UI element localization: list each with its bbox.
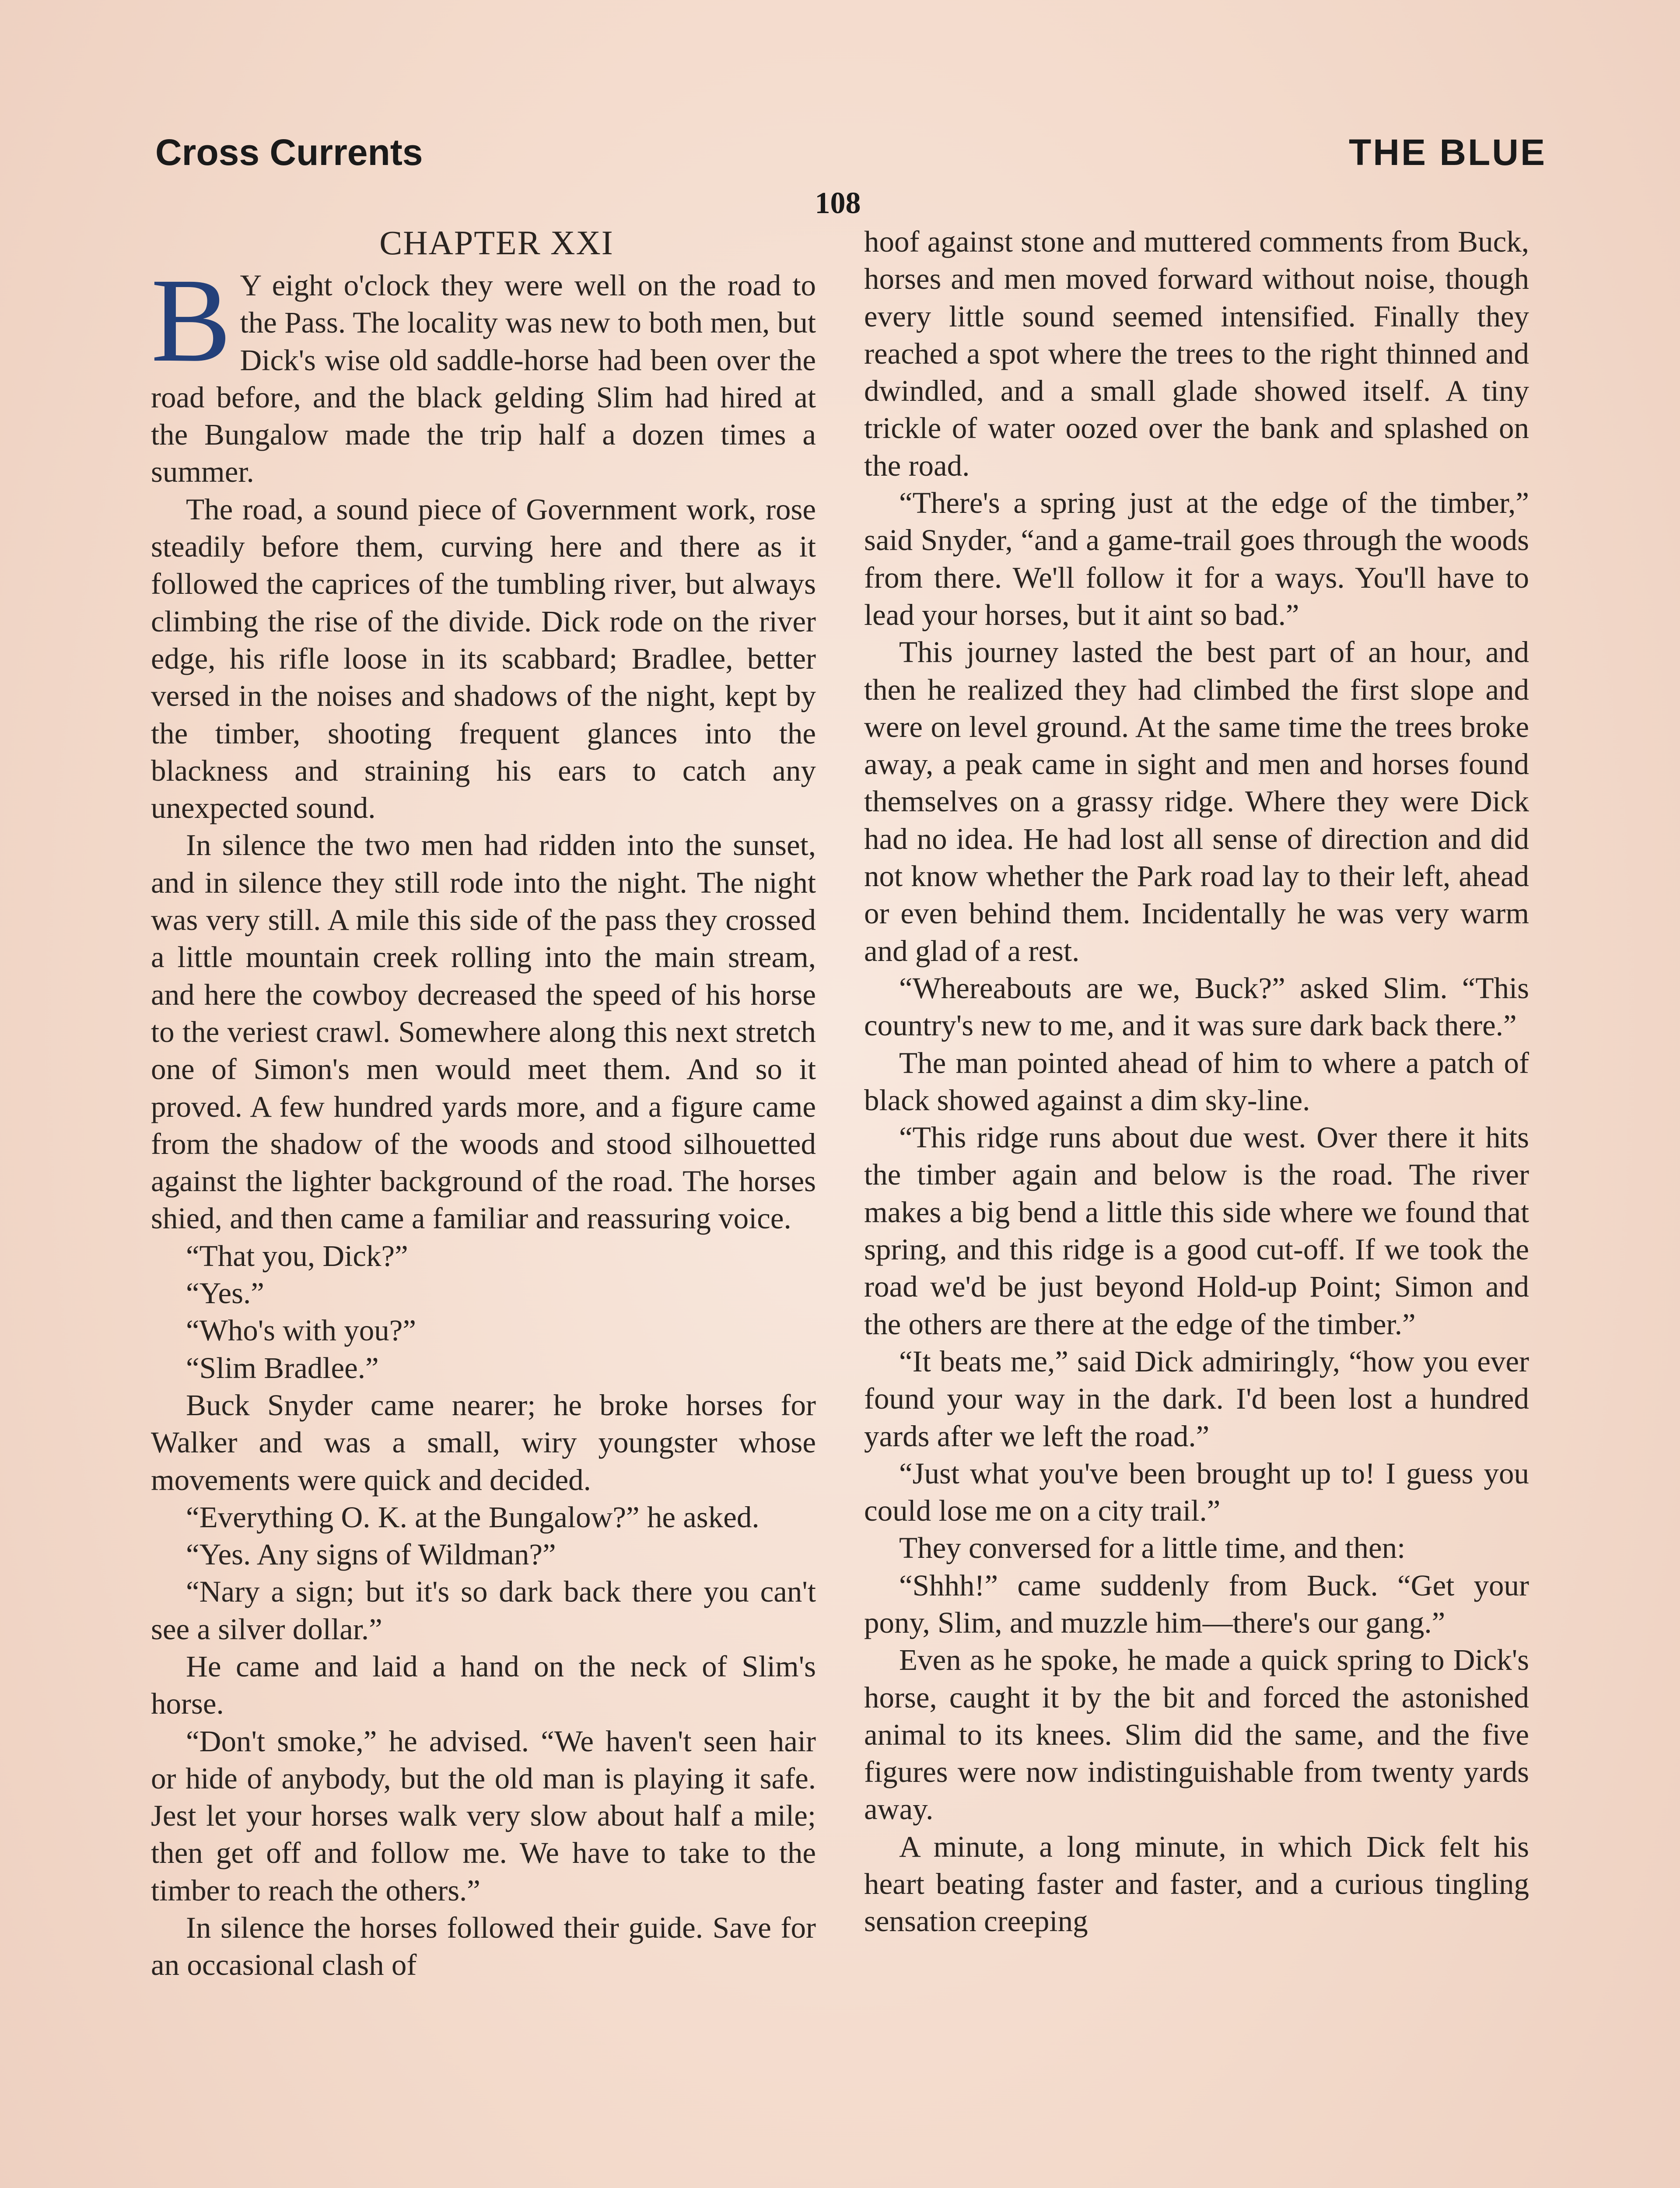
paragraph: “Nary a sign; but it's so dark back there you can't see a silver dollar.”: [151, 1575, 816, 1646]
paragraph: “Whereabouts are we, Buck?” asked Slim. “This country's new to me, and it was sure dark back there.”: [864, 971, 1529, 1042]
paragraph: Even as he spoke, he made a quick spring to Dick's horse, caught it by the bit and forced the astonished animal to its knees. Slim did the same, and the five figures were now indistinguishable from twenty yards away.: [864, 1643, 1529, 1826]
paragraph: “Yes. Any signs of Wildman?”: [186, 1538, 556, 1571]
paragraph: “Slim Bradlee.”: [186, 1351, 379, 1385]
paragraph: This journey lasted the best part of an hour, and then he realized they had climbed the first slope and were on level ground. At the same time the trees broke away, a peak came in sight and men and horses found themselves on a grassy ridge. Where they were Dick had no idea. He had lost all sense of direction and did not know whether the Park road lay to their left, ahead or even behind them. Incidentally he was very warm and glad of a rest.: [864, 635, 1529, 968]
paragraph: In silence the two men had ridden into the sunset, and in silence they still rode into the night. The night was very still. A mile this side of the pass they crossed a little mountain creek rolling into the main stream, and here the cowboy decreased the speed of his horse to the veriest crawl. Somewhere along this next stretch one of Simon's men would meet them. And so it proved. A few hundred yards more, and a figure came from the shadow of the woods and stood silhouetted against the lighter background of the road. The horses shied, and then came a familiar and reassuring voice.: [151, 828, 816, 1235]
paragraph: In silence the horses followed their guide. Save for an occasional clash of: [151, 1911, 816, 1982]
paragraph: “There's a spring just at the edge of the timber,” said Snyder, “and a game-trail goes through the woods from there. We'll follow it for a ways. You'll have to lead your horses, but it aint so bad.”: [864, 486, 1529, 631]
left-column: [151, 223, 816, 1984]
drop-cap: B: [151, 254, 231, 387]
paragraph: The man pointed ahead of him to where a patch of black showed against a dim sky-line.: [864, 1046, 1529, 1117]
paragraph: hoof against stone and muttered comments from Buck, horses and men moved forward without noise, though every little sound seemed intensified. Finally they reached a spot where the trees to the right thinned and dwindled, and a small glade showed itself. A tiny trickle of water oozed over the bank and splashed on the road.: [864, 225, 1529, 482]
header-right-title: THE BLUE: [1349, 132, 1547, 173]
paragraph: A minute, a long minute, in which Dick felt his heart beating faster and faster, and a curious tingling sensation creeping: [864, 1830, 1529, 1938]
paragraph: “Who's with you?”: [186, 1314, 416, 1347]
paragraph: Buck Snyder came nearer; he broke horses for Walker and was a small, wiry youngster whose movements were quick and decided.: [151, 1388, 816, 1497]
right-column: [864, 223, 1529, 1940]
paragraph: He came and laid a hand on the neck of Slim's horse.: [151, 1649, 816, 1721]
paragraph: “It beats me,” said Dick admiringly, “how you ever found your way in the dark. I'd been lost a hundred yards after we left the road.”: [864, 1344, 1529, 1453]
page-number: 108: [815, 186, 861, 220]
paragraph: “Just what you've been brought up to! I guess you could lose me on a city trail.”: [864, 1456, 1529, 1528]
running-header: [155, 131, 1547, 179]
paragraph: “This ridge runs about due west. Over there it hits the timber again and below is the road. The river makes a big bend a little this side where we found that spring, and this ridge is a good cut-off. If we took the road we'd be just beyond Hold-up Point; Simon and the others are there at the edge of the timber.”: [864, 1121, 1529, 1341]
chapter-title: CHAPTER XXI: [379, 224, 614, 262]
paragraph: “Shhh!” came suddenly from Buck. “Get your pony, Slim, and muzzle him—there's our gang.”: [864, 1568, 1529, 1639]
paragraph: “Everything O. K. at the Bungalow?” he asked.: [186, 1500, 760, 1534]
paragraph: The road, a sound piece of Government work, rose steadily before them, curving here and there as it followed the caprices of the tumbling river, but always climbing the rise of the divide. Dick rode on the river edge, his rifle loose in its scabbard; Bradlee, better versed in the noises and shadows of the night, kept by the timber, shooting frequent glances into the blackness and straining his ears to catch any unexpected sound.: [151, 492, 816, 825]
paragraph: B Y eight o'clock they were well on the road to the Pass. The locality was new to both men, but Dick's wise old saddle-horse had been over the road before, and the black gelding Slim had hired at the Bungalow made the trip half a dozen times a summer.: [151, 254, 816, 489]
paragraph: “That you, Dick?”: [186, 1239, 408, 1273]
paragraph: “Don't smoke,” he advised. “We haven't seen hair or hide of anybody, but the old man is playing it safe. Jest let your horses walk very slow about half a mile; then get off and follow me. We have to take to the timber to reach the others.”: [151, 1724, 816, 1907]
paragraph: “Yes.”: [186, 1276, 264, 1310]
header-left-title: Cross Currents: [155, 132, 423, 173]
paragraph: They conversed for a little time, and then:: [899, 1531, 1406, 1565]
